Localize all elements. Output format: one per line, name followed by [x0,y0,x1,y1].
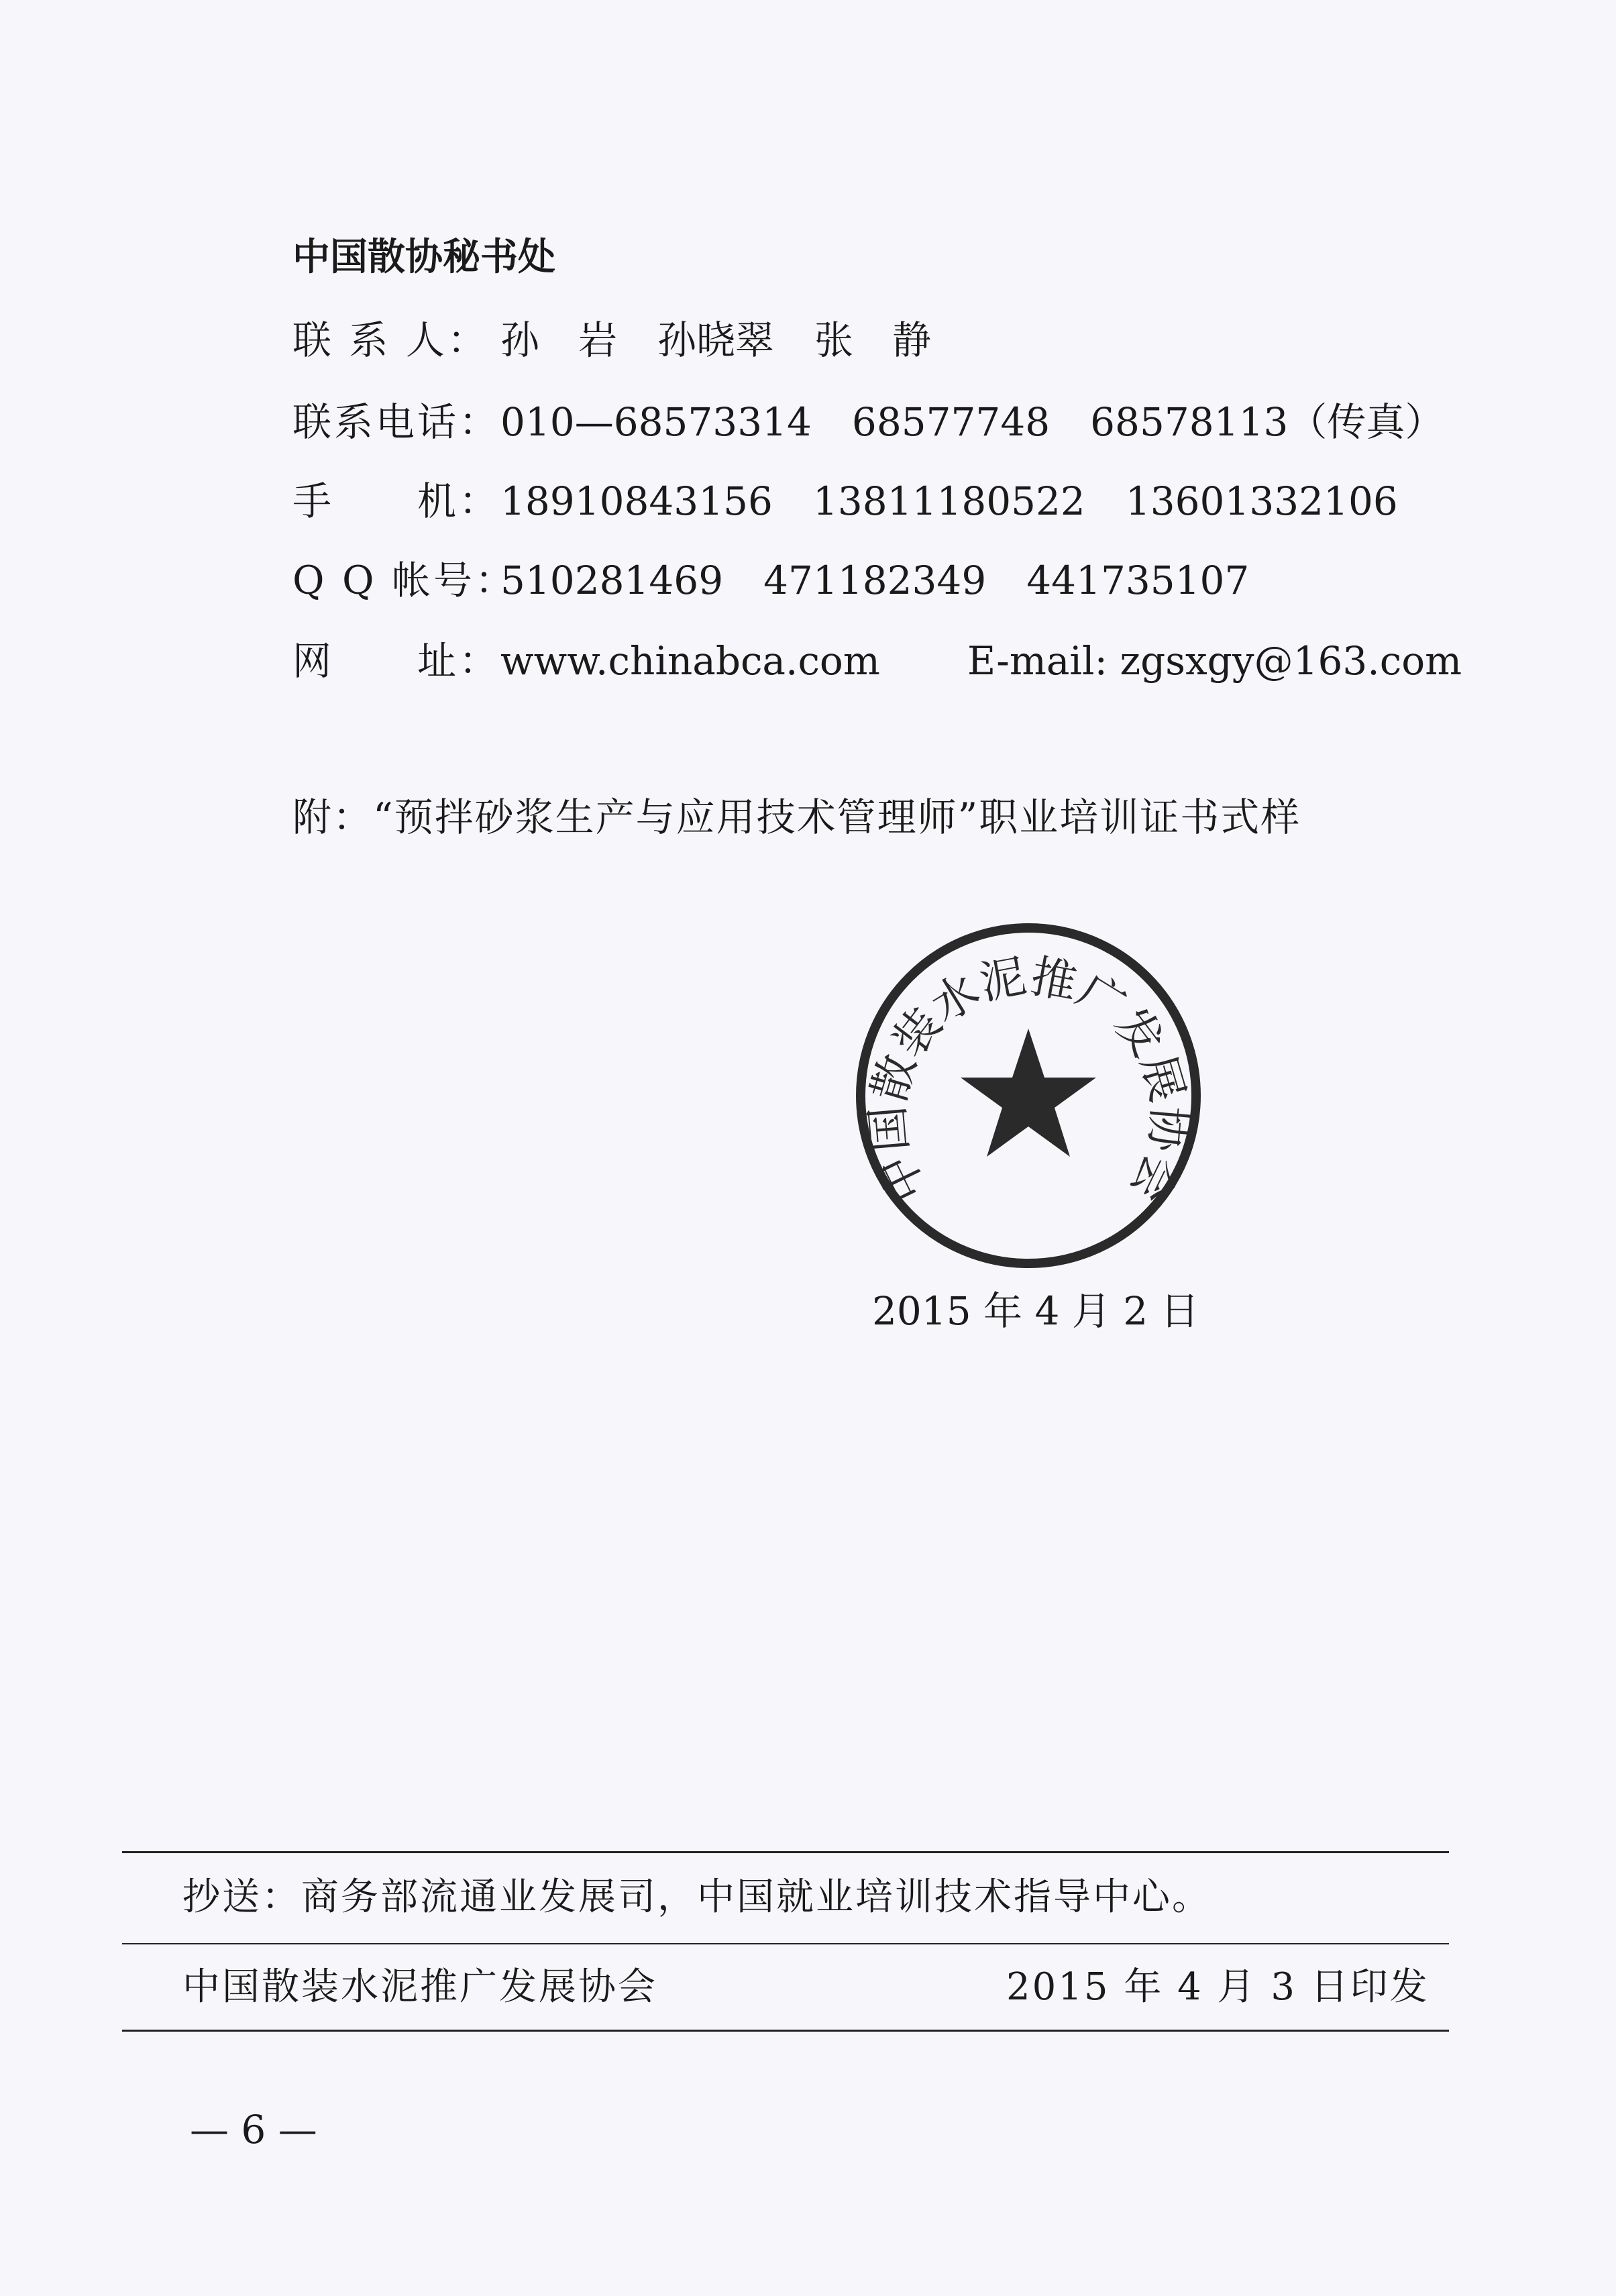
web-label: 网 址： [292,638,501,684]
email-link[interactable]: zgsxgy@163.com [1120,638,1462,684]
person: 张 静 [814,317,932,363]
star-icon [961,1029,1096,1157]
issue-date: 2015 年 4 月 3 日印发 [1006,1965,1430,2009]
qq: 471182349 [763,558,987,603]
contact-mobile-row [292,478,1398,524]
phone-label: 联系电话： [292,399,501,445]
contact-qq-row [292,558,1250,603]
person: 孙 岩 [500,317,618,363]
qq: 441735107 [1026,558,1250,603]
people-label: 联 系 人： [292,317,489,363]
contact-phone-row [292,399,1444,445]
person: 孙晓翠 [657,317,775,363]
divider [122,1851,1449,1853]
mobile: 13811180522 [812,478,1085,524]
signature-date: 2015 年 4 月 2 日 [872,1288,1199,1334]
seal-text: 中国散装水泥推广发展协会 [861,949,1195,1210]
mobile: 13601332106 [1125,478,1398,524]
phone: 68578113（传真） [1090,399,1444,445]
qq-label: Q Q 帐号： [292,558,517,603]
phone: 68577748 [851,399,1051,445]
qq: 510281469 [500,558,724,603]
org-title: 中国散协秘书处 [292,236,555,279]
issuer: 中国散装水泥推广发展协会 [182,1965,657,2009]
mobile-label: 手 机： [292,478,501,524]
cc-line: 抄送：商务部流通业发展司，中国就业培训技术指导中心。 [182,1875,1211,1919]
website-link[interactable]: www.chinabca.com [500,638,880,684]
divider [122,2030,1449,2032]
phone: 010—68573314 [500,399,812,445]
email-label: E-mail: [967,638,1108,684]
attachment-note: 附：“预拌砂浆生产与应用技术管理师”职业培训证书式样 [292,794,1301,840]
mobile: 18910843156 [500,478,773,524]
divider [122,1943,1449,1944]
contact-people-row [292,317,932,363]
official-seal [849,917,1207,1275]
contact-web-row [292,638,1462,684]
page-number: — 6 — [190,2107,317,2152]
